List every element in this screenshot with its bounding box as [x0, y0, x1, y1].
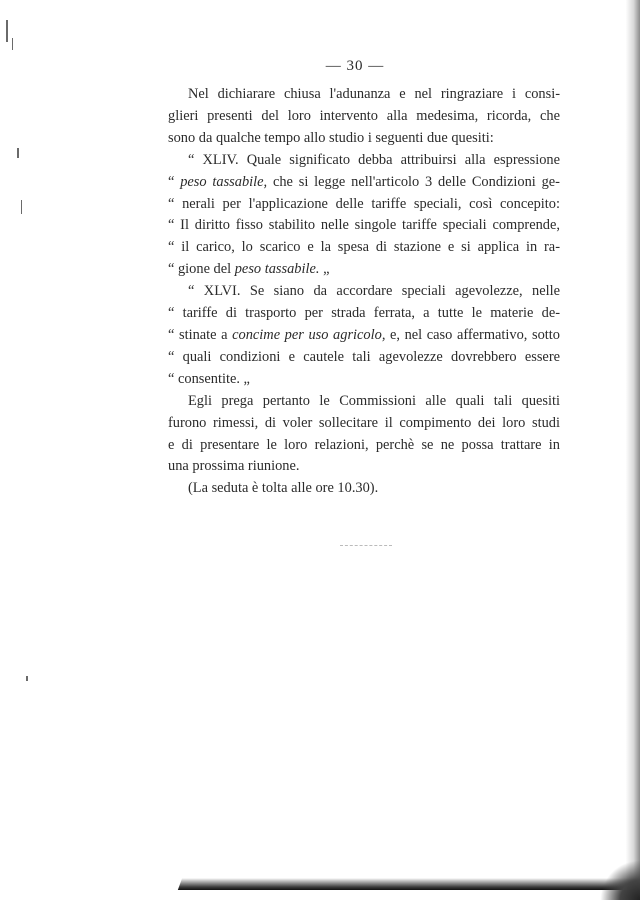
- text-line: “ XLIV. Quale significato debba attribuirsi alla espressione: [188, 151, 560, 168]
- text-line: “ quali condizioni e cautele tali agevolezze dovrebbero essere: [168, 348, 560, 365]
- italic-term: concime per uso agricolo,: [232, 326, 386, 343]
- text-line: Egli prega pertanto le Commissioni alle quali tali quesiti: [188, 392, 560, 409]
- scan-mark: [12, 38, 13, 50]
- paragraph-request: [168, 391, 560, 479]
- paragraph-question-xlvi: [168, 281, 560, 391]
- text-line: e di presentare le loro relazioni, perchè se ne possa trattare in: [168, 436, 560, 453]
- body-text: [168, 84, 560, 500]
- scan-mark: [21, 200, 22, 214]
- text-line: sono da qualche tempo allo studio i seguenti due quesiti:: [168, 129, 494, 146]
- separator-line: [340, 545, 392, 546]
- paragraph-adjournment: [168, 478, 560, 500]
- scan-mark: [6, 20, 8, 42]
- text-line: glieri presenti del loro intervento alla medesima, ricorda, che: [168, 107, 560, 124]
- text-line: “ consentite. „: [168, 370, 250, 387]
- italic-term: peso tassabile.: [234, 261, 320, 278]
- text-line: (La seduta è tolta alle ore 10.30).: [188, 480, 379, 497]
- scan-mark: [26, 676, 28, 681]
- text-line: “ peso tassabile, che si legge nell'articolo 3 delle Condizioni ge-: [168, 173, 560, 190]
- text-line: “ stinate a concime per uso agricolo, e, nel caso affermativo, sotto: [168, 326, 560, 343]
- page-number: — 30 —: [325, 58, 385, 74]
- text-line: “ Il diritto fisso stabilito nelle singole tariffe speciali comprende,: [168, 217, 560, 234]
- text-line: “ XLVI. Se siano da accordare speciali agevolezze, nelle: [188, 283, 560, 300]
- text-line: “ gione del peso tassabile. „: [168, 261, 330, 278]
- page-bottom-shadow: [178, 878, 640, 890]
- text-line: furono rimessi, di voler sollecitare il compimento dei loro studi: [168, 414, 560, 431]
- paragraph-question-xliv: [168, 150, 560, 281]
- page-edge-shadow: [608, 0, 640, 900]
- italic-term: peso tassabile,: [180, 173, 268, 190]
- text-line: una prossima riunione.: [168, 458, 300, 475]
- text-line: “ tariffe di trasporto per strada ferrata, a tutte le materie de-: [168, 305, 560, 322]
- page-corner-shadow: [600, 860, 640, 900]
- text-line: “ nerali per l'applicazione delle tariffe speciali, così concepito:: [168, 195, 560, 212]
- paragraph-closing-remarks: [168, 84, 560, 150]
- text-line: Nel dichiarare chiusa l'adunanza e nel ringraziare i consi-: [188, 86, 560, 102]
- scan-mark: [17, 148, 19, 158]
- text-line: “ il carico, lo scarico e la spesa di stazione e si applica in ra-: [168, 239, 560, 256]
